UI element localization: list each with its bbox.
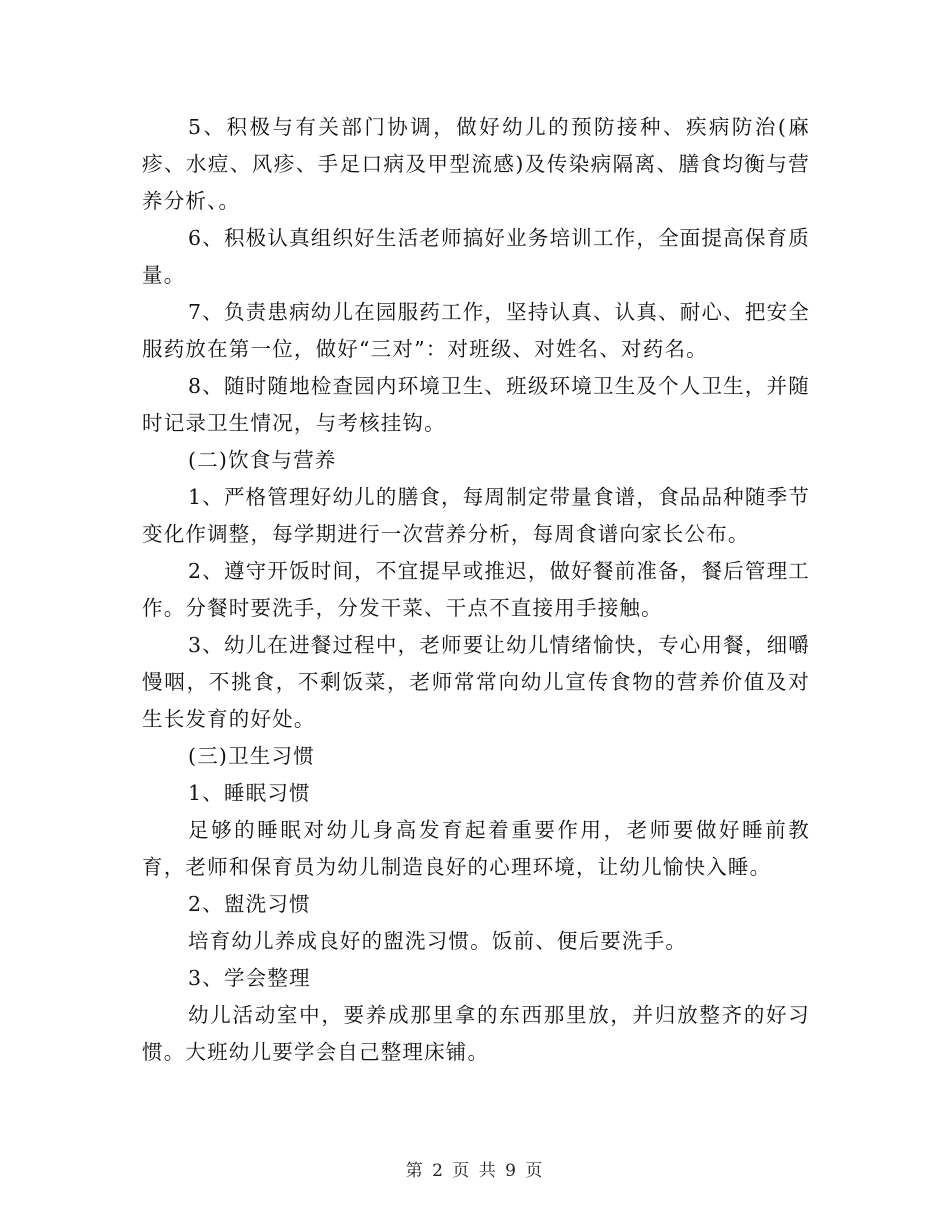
paragraph-item-6-training: 6、积极认真组织好生活老师搞好业务培训工作，全面提高保育质量。 xyxy=(142,226,810,287)
subheading-washing-habits: 2、盥洗习惯 xyxy=(188,892,311,916)
paragraph-item-7-medication: 7、负责患病幼儿在园服药工作，坚持认真、认真、耐心、把安全服药放在第一位，做好“三对”：对班级、对姓名、对药名。 xyxy=(142,300,810,361)
paragraph-diet-item-1: 1、严格管理好幼儿的膳食，每周制定带量食谱，食品品种随季节变化作调整，每学期进行一次营养分析，每周食谱向家长公布。 xyxy=(142,485,810,546)
paragraph-washing-habits: 培育幼儿养成良好的盥洗习惯。饭前、便后要洗手。 xyxy=(188,929,688,953)
paragraph-tidying: 幼儿活动室中，要养成那里拿的东西那里放，并归放整齐的好习惯。大班幼儿要学会自己整理床铺。 xyxy=(142,1003,810,1064)
document-body xyxy=(142,109,810,1071)
subheading-tidying: 3、学会整理 xyxy=(188,966,311,990)
section-heading-hygiene-habits: (三)卫生习惯 xyxy=(188,744,315,768)
paragraph-item-8-hygiene-check: 8、随时随地检查园内环境卫生、班级环境卫生及个人卫生，并随时记录卫生情况，与考核挂钩。 xyxy=(142,374,810,435)
subheading-sleep-habits: 1、睡眠习惯 xyxy=(188,781,311,805)
paragraph-sleep-habits: 足够的睡眠对幼儿身高发育起着重要作用，老师要做好睡前教育，老师和保育员为幼儿制造良好的心理环境，让幼儿愉快入睡。 xyxy=(142,818,810,879)
paragraph-item-5-vaccination: 5、积极与有关部门协调，做好幼儿的预防接种、疾病防治(麻疹、水痘、风疹、手足口病及甲型流感)及传染病隔离、膳食均衡与营养分析、。 xyxy=(142,115,810,213)
page-number-footer: 第 2 页 共 9 页 xyxy=(405,1161,545,1181)
section-heading-diet-nutrition: (二)饮食与营养 xyxy=(188,448,337,472)
paragraph-diet-item-3: 3、幼儿在进餐过程中，老师要让幼儿情绪愉快，专心用餐，细嚼慢咽，不挑食，不剩饭菜，老师常常向幼儿宣传食物的营养价值及对生长发育的好处。 xyxy=(142,633,810,731)
paragraph-diet-item-2: 2、遵守开饭时间，不宜提早或推迟，做好餐前准备，餐后管理工作。分餐时要洗手，分发干菜、干点不直接用手接触。 xyxy=(142,559,810,620)
